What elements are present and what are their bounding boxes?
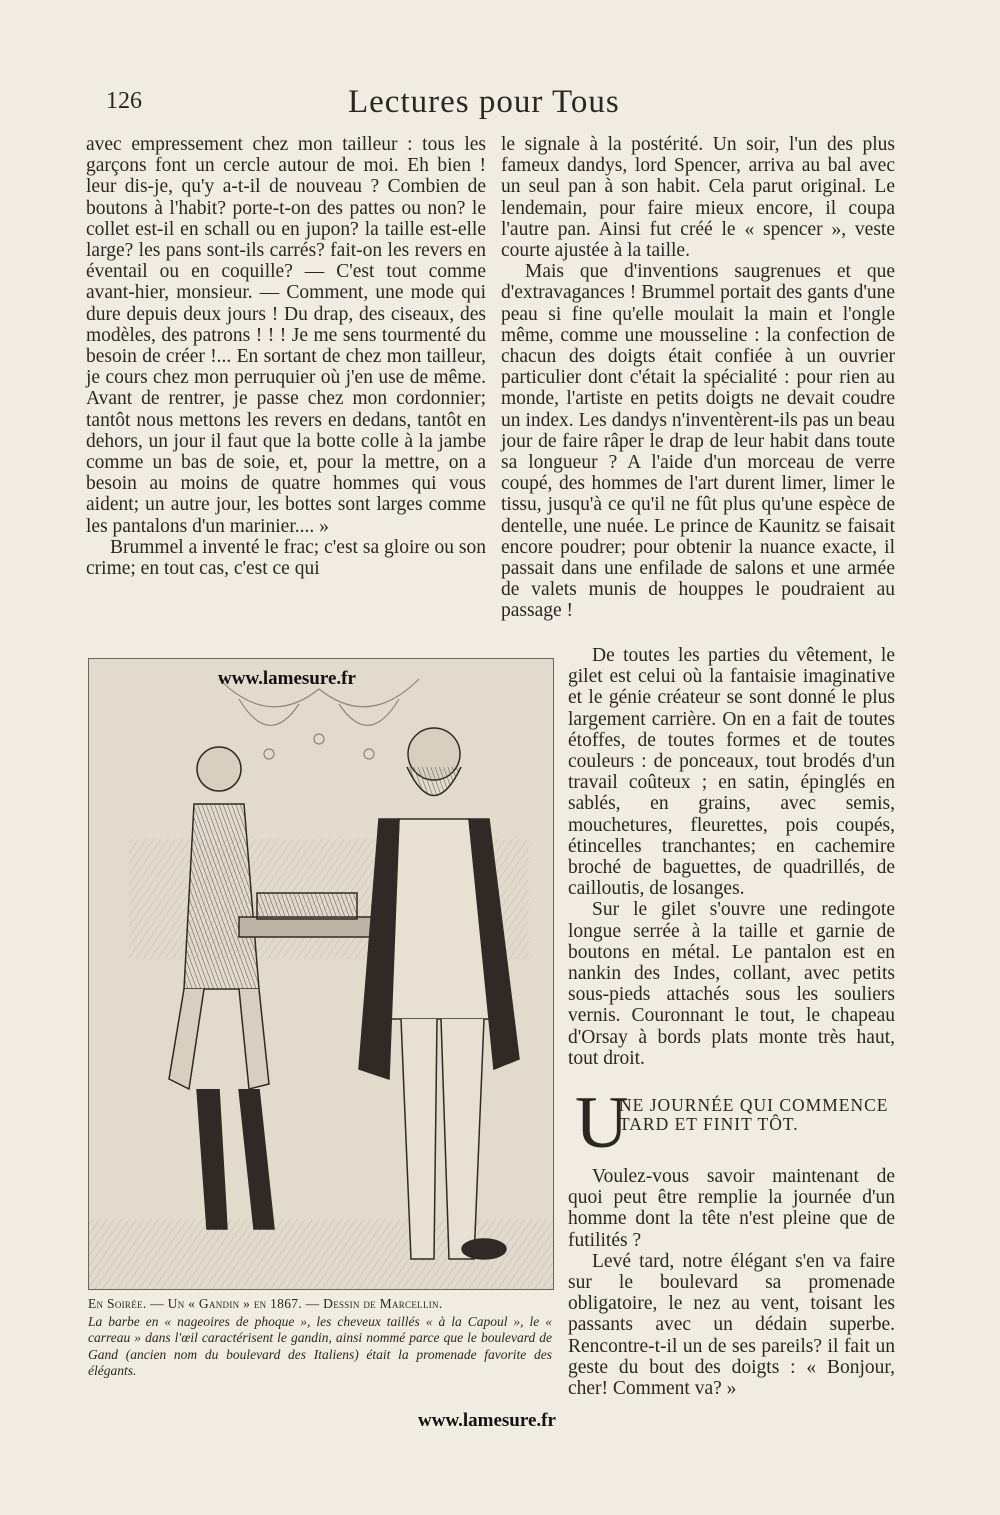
engraving-illustration bbox=[88, 658, 554, 1290]
watermark-bottom: www.lamesure.fr bbox=[418, 1410, 556, 1431]
watermark-top: www.lamesure.fr bbox=[218, 668, 356, 689]
right-column-middle bbox=[568, 645, 895, 1069]
drop-cap: U bbox=[575, 1082, 629, 1164]
paragraph: Voulez-vous savoir maintenant de quoi peut être remplie la journée d'un homme dont la tête n'est pleine que de futilités ? bbox=[568, 1166, 895, 1251]
paragraph: Sur le gilet s'ouvre une redingote longue serrée à la taille et garnie de boutons en métal. Le pantalon est en nankin des Indes, collant, avec petits sous-pieds attachés sous les souliers vernis. Couronnant le tout, le chapeau d'Orsay à bords plats monte très haut, tout droit. bbox=[568, 899, 895, 1069]
section-heading-text: NE JOURNÉE QUI COMMENCE TARD ET FINIT TÔT. bbox=[619, 1095, 889, 1134]
paragraph: Levé tard, notre élégant s'en va faire sur le boulevard sa promenade obligatoire, le nez au vent, toisant les passants avec un dédain superbe. Rencontre-t-il un de ses pareils? il fait un geste du bout des doigts : « Bonjour, cher! Comment va? » bbox=[568, 1250, 895, 1400]
paragraph: Brummel a inventé le frac; c'est sa gloire ou son crime; en tout cas, c'est ce qui bbox=[86, 536, 486, 580]
paragraph: Mais que d'inventions saugrenues et que d'extravagances ! Brummel portait des gants d'une peau si fine qu'elle moulait la main et l'ongle même, comme une mousseline : la confection de chacun des doigts était confiée à un ouvrier particulier dont c'était la spécialité : pour rien au monde, l'artiste en petits doigts ne devait coudre un index. Les dandys n'inventèrent-ils pas un beau jour de faire râper le drap de leur habit dans toute sa longueur ? A l'aide d'un morceau de verre coupé, des hommes de l'art durent limer, limer le tissu, jusqu'à ce qu'il ne fût plus qu'une espèce de dentelle, une nuée. Le prince de Kaunitz se faisait encore poudrer; pour obtenir la nuance exacte, il passait dans une enfilade de salons et une armée de valets munis de houppes le poudraient au passage ! bbox=[501, 261, 895, 622]
page-number: 126 bbox=[106, 88, 142, 114]
right-column-bottom bbox=[568, 1166, 895, 1399]
caption-text: La barbe en « nageoires de phoque », les cheveux taillés « à la Capoul », le « carreau » dans l'œil caractérisent le gandin, ainsi nommé parce que le boulevard de Gand (ancien nom du boulevard des Italiens) était la promenade favorite des élégants. bbox=[88, 1313, 552, 1378]
running-title: Lectures pour Tous bbox=[348, 84, 620, 120]
caption-title: En Soirée. — Un « Gandin » en 1867. — Dessin de Marcellin. bbox=[88, 1296, 443, 1311]
paragraph: le signale à la postérité. Un soir, l'un des plus fameux dandys, lord Spencer, arriva au bal avec un seul pan à son habit. Cela parut original. Le lendemain, pour faire mieux encore, il coupa l'autre pan. Ainsi fut créé le « spencer », veste courte ajustée à la taille. bbox=[501, 134, 895, 262]
paragraph: De toutes les parties du vêtement, le gilet est celui où la fantaisie imaginative et le génie créateur se sont donné le plus largement carrière. On en a fait de toutes étoffes, de toutes formes et de toutes couleurs : de ponceaux, tout brodés d'un travail coûteux ; en satin, épinglés en sablés, en grains, avec semis, mouchetures, fleurettes, pois coupés, étincelles tranchantes; en cachemire broché de baguettes, de quadrillés, de cailloutis, de losanges. bbox=[568, 645, 895, 900]
figure-caption bbox=[88, 1296, 552, 1380]
right-column-top bbox=[501, 134, 895, 622]
paragraph: avec empressement chez mon tailleur : tous les garçons font un cercle autour de moi. Eh bien ! leur dis-je, qu'y a-t-il de nouveau ? Combien de boutons à l'habit? porte-t-on des pattes ou non? le collet est-il en schall ou en jupon? la taille est-elle large? les pans sont-ils carrés? fait-on les revers en éventail ou en coquille? — C'est tout comme avant-hier, monsieur. — Comment, une mode qui dure depuis deux jours ! Du drap, des ciseaux, des modèles, des patrons ! ! ! Je me sens tourmenté du besoin de créer !... En sortant de chez mon tailleur, je cours chez mon perruquier où j'en use de même. Avant de rentrer, je passe chez mon cordonnier; tantôt nous mettons les revers en dedans, tantôt en dehors, un jour il faut que la botte colle à la jambe comme un bas de soie, et, pour la mettre, on a besoin au moins de quatre hommes qui vous aident; un autre jour, les bottes sont larges comme les pantalons d'un marinier.... » bbox=[86, 134, 486, 537]
left-column bbox=[86, 134, 486, 579]
section-heading bbox=[575, 1082, 895, 1172]
